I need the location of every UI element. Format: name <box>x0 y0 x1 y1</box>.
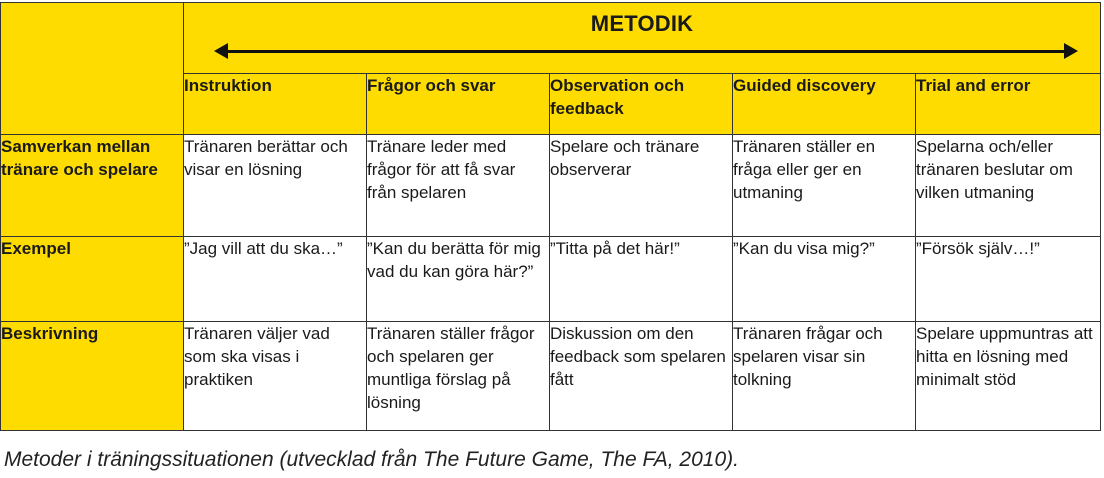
row-label: Exempel <box>1 237 184 322</box>
table-row <box>1 237 1101 322</box>
column-header: Guided discovery <box>733 74 916 135</box>
table-cell: Tränaren frågar och spelaren visar sin tolkning <box>733 322 916 431</box>
table-cell: Spelare uppmuntras att hitta en lösning med minimalt stöd <box>916 322 1101 431</box>
table-cell: Tränare leder med frågor för att få svar från spelaren <box>367 135 550 237</box>
table-cell: ”Titta på det här!” <box>550 237 733 322</box>
row-label: Samverkan mellan tränare och spelare <box>1 135 184 237</box>
table-cell: Tränaren ställer frågor och spelaren ger muntliga förslag på lösning <box>367 322 550 431</box>
corner-cell <box>1 3 184 135</box>
table-cell: Diskussion om den feedback som spelaren fått <box>550 322 733 431</box>
column-header: Trial and error <box>916 74 1101 135</box>
column-header: Instruktion <box>184 74 367 135</box>
arrow-right-icon <box>1064 43 1078 59</box>
table-cell: ”Kan du berätta för mig vad du kan göra här?” <box>367 237 550 322</box>
methods-table <box>0 2 1101 431</box>
row-label: Beskrivning <box>1 322 184 431</box>
column-header: Observation och feedback <box>550 74 733 135</box>
table-cell: ”Försök själv…!” <box>916 237 1101 322</box>
table-row <box>1 322 1101 431</box>
figure-caption: Metoder i träningssituationen (utvecklad från The Future Game, The FA, 2010). <box>4 448 739 471</box>
header-band <box>184 3 1101 74</box>
table-row <box>1 135 1101 237</box>
table-cell: ”Kan du visa mig?” <box>733 237 916 322</box>
table-cell: ”Jag vill att du ska…” <box>184 237 367 322</box>
table-cell: Tränaren berättar och visar en lösning <box>184 135 367 237</box>
table-cell: Tränaren väljer vad som ska visas i praktiken <box>184 322 367 431</box>
header-band-row <box>1 3 1101 74</box>
table-title: METODIK <box>590 11 694 36</box>
double-arrow-line <box>222 50 1070 53</box>
table-cell: Spelarna och/eller tränaren beslutar om vilken utmaning <box>916 135 1101 237</box>
table-cell: Spelare och tränare observerar <box>550 135 733 237</box>
column-header: Frågor och svar <box>367 74 550 135</box>
table-cell: Tränaren ställer en fråga eller ger en utmaning <box>733 135 916 237</box>
